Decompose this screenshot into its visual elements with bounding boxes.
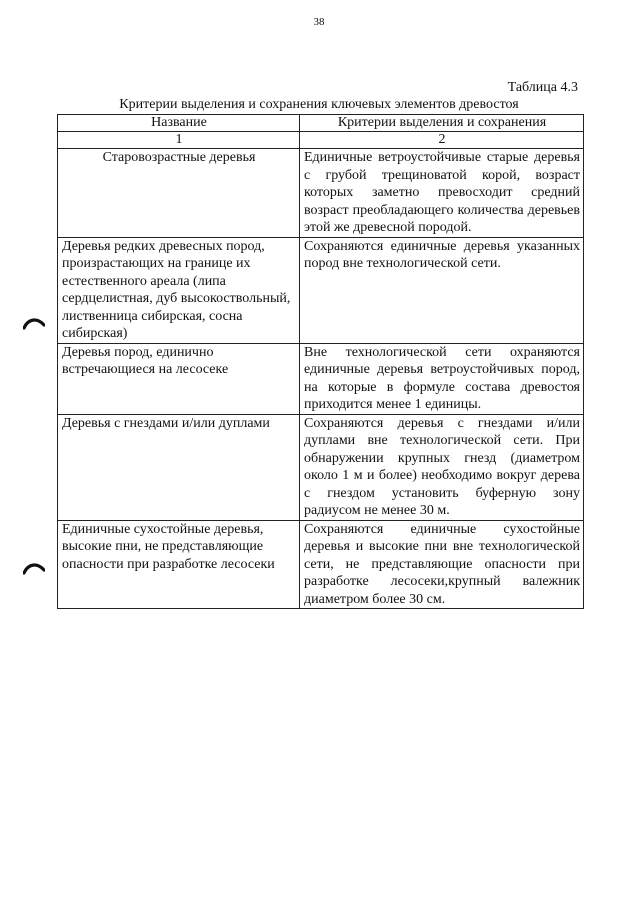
row-name: Старовозрастные деревья [58, 149, 300, 238]
column-header-criteria: Критерии выделения и сохранения [300, 115, 584, 132]
table-row [58, 520, 584, 609]
scan-mark-icon [23, 316, 45, 330]
table-row [58, 414, 584, 520]
table-row [58, 237, 584, 343]
criteria-table [57, 114, 584, 609]
column-header-name: Название [58, 115, 300, 132]
row-name: Деревья с гнездами и/или дуплами [58, 414, 300, 520]
header-row [58, 115, 584, 132]
row-criteria: Сохраняются единичные сухостойные деревья и высокие пни вне технологической сети, не представляющие опасности при разработке лесосеки,крупный валежник диаметром более 30 см. [300, 520, 584, 609]
table-row [58, 343, 584, 414]
row-criteria: Единичные ветроустойчивые старые деревья с грубой трещиноватой корой, возраст которых заметно превосходит средний возраст преобладающего количества деревьев этой же древесной породой. [300, 149, 584, 238]
row-criteria: Вне технологической сети охраняются единичные деревья ветроустойчивых пород, на которые в формуле состава древостоя приходится менее 1 единицы. [300, 343, 584, 414]
row-criteria: Сохраняются деревья с гнездами и/или дуплами вне технологической сети. При обнаружении крупных гнезд (диаметром около 1 м и более) необходимо вокруг дерева с гнездом установить буферную зону радиусом не менее 30 м. [300, 414, 584, 520]
column-number-1: 1 [58, 132, 300, 149]
page-number: 38 [313, 16, 325, 28]
column-number-2: 2 [300, 132, 584, 149]
table-row [58, 149, 584, 238]
row-criteria: Сохраняются единичные деревья указанных пород вне технологической сети. [300, 237, 584, 343]
row-name: Деревья редких древесных пород, произрастающих на границе их естественного ареала (липа сердцелистная, дуб высокоствольный, лиственница сибирская, сосна сибирская) [58, 237, 300, 343]
column-number-row [58, 132, 584, 149]
table-label: Таблица 4.3 [507, 80, 578, 95]
scan-mark-icon [23, 561, 45, 575]
row-name: Единичные сухостойные деревья, высокие пни, не представляющие опасности при разработке лесосеки [58, 520, 300, 609]
table-caption: Критерии выделения и сохранения ключевых элементов древостоя [119, 97, 519, 112]
row-name: Деревья пород, единично встречающиеся на лесосеке [58, 343, 300, 414]
